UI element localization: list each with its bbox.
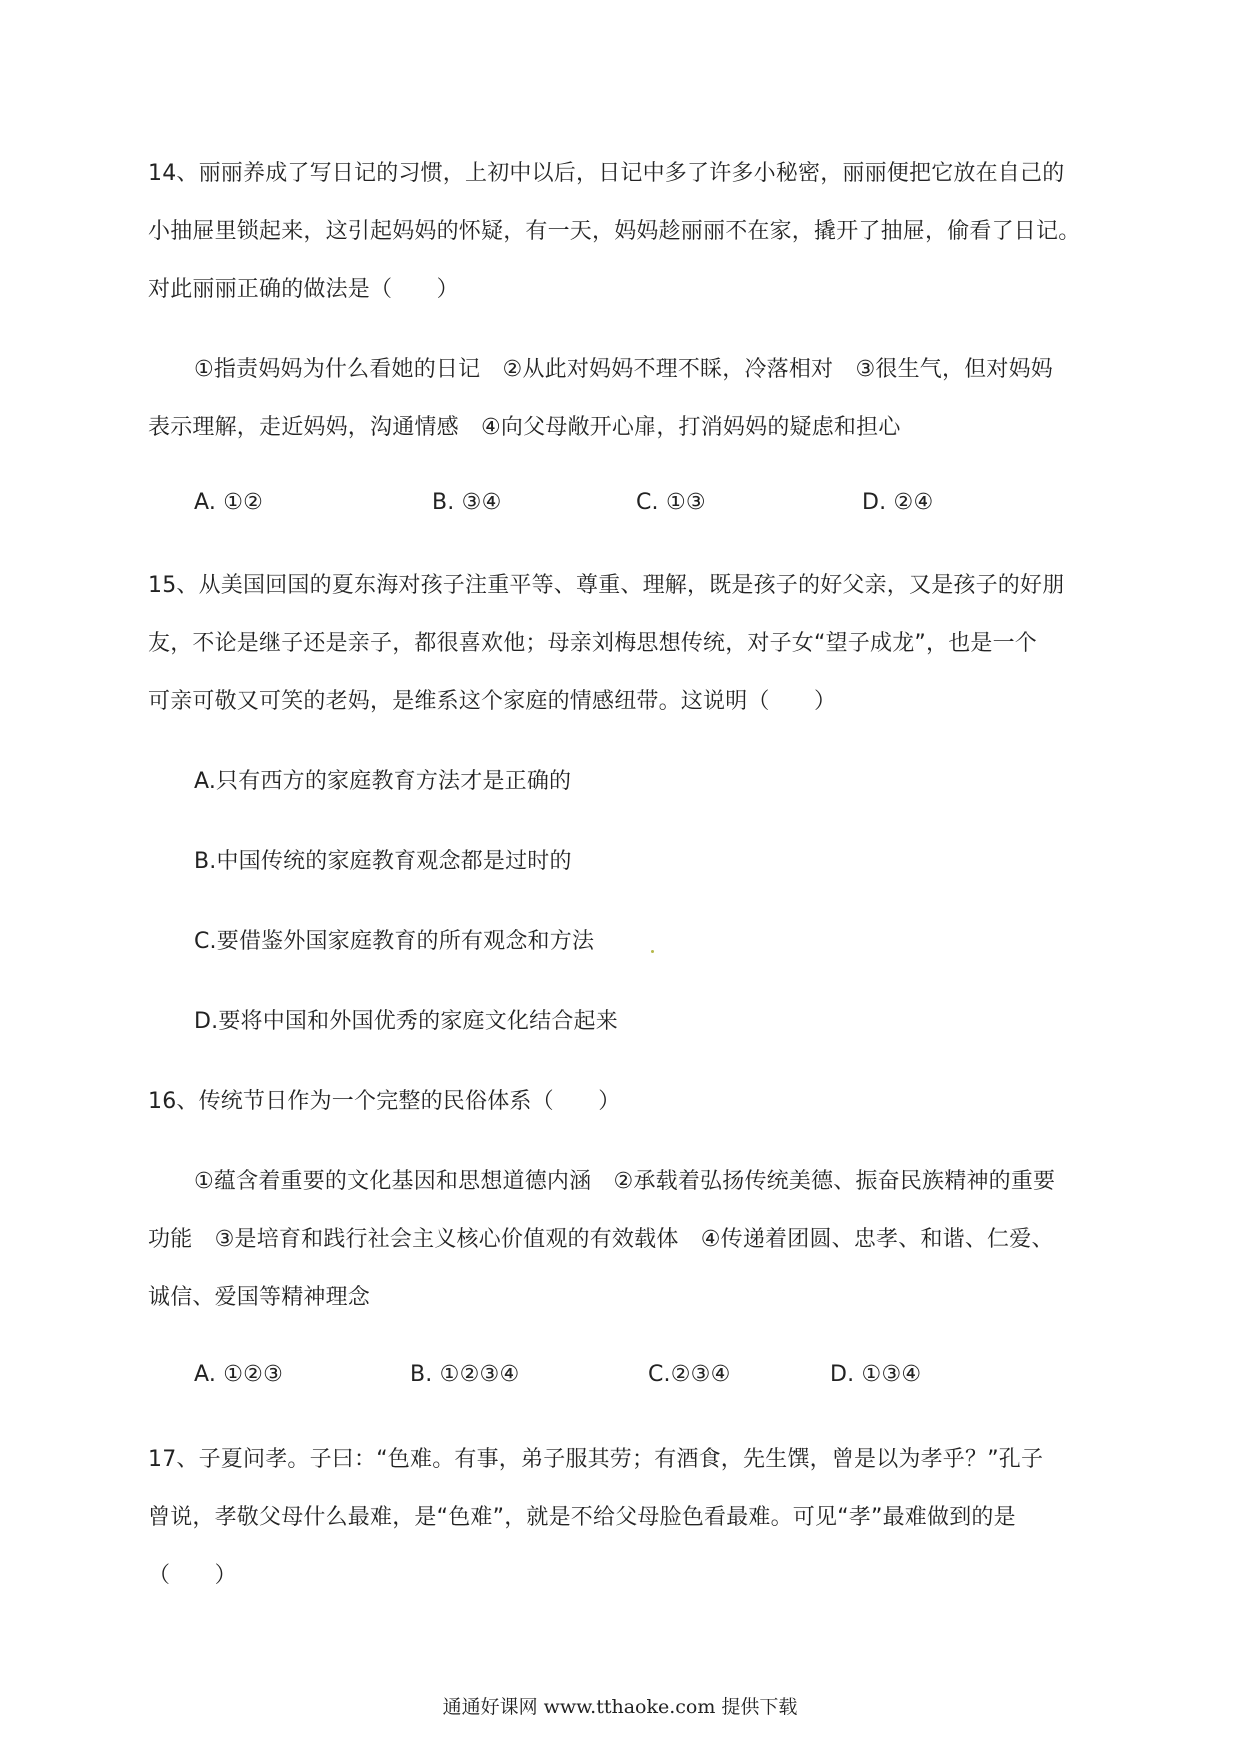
question-17-line: 17、子夏问孝。子曰：“色难。有事，弟子服其劳；有酒食，先生馔，曾是以为孝乎？”孔子 — [148, 1447, 1044, 1472]
question-16-line: 16、传统节日作为一个完整的民俗体系（ ） — [148, 1089, 621, 1114]
question-16-statements: ①蕴含着重要的文化基因和思想道德内涵 ②承载着弘扬传统美德、振奋民族精神的重要 — [194, 1169, 1056, 1194]
question-16-statements: 功能 ③是培育和践行社会主义核心价值观的有效载体 ④传递着团圆、忠孝、和谐、仁爱、 — [148, 1227, 1054, 1252]
question-14-line: 对此丽丽正确的做法是（ ） — [148, 277, 459, 302]
question-16-statements: 诚信、爱国等精神理念 — [148, 1285, 371, 1310]
option-c: C. ①③ — [636, 490, 706, 515]
option-b: B. ①②③④ — [410, 1362, 520, 1387]
question-15-line: 友，不论是继子还是亲子，都很喜欢他；母亲刘梅思想传统，对子女“望子成龙”，也是一个 — [148, 631, 1037, 656]
page-footer: 通通好课网 www.tthaoke.com 提供下载 — [442, 1696, 798, 1718]
option-a: A. ①②③ — [194, 1362, 284, 1387]
question-14-line: 小抽屉里锁起来，这引起妈妈的怀疑，有一天，妈妈趁丽丽不在家，撬开了抽屉，偷看了日记。 — [148, 219, 1081, 244]
question-14-line: 14、丽丽养成了写日记的习惯，上初中以后，日记中多了许多小秘密，丽丽便把它放在自己的 — [148, 161, 1065, 186]
option-d: D. ①③④ — [830, 1362, 922, 1387]
question-14-statements: ①指责妈妈为什么看她的日记 ②从此对妈妈不理不睬，冷落相对 ③很生气，但对妈妈 — [194, 357, 1053, 382]
option-c: C.②③④ — [648, 1362, 731, 1387]
option-b: B.中国传统的家庭教育观念都是过时的 — [194, 849, 572, 874]
ink-speck — [651, 950, 654, 953]
question-15-line: 可亲可敬又可笑的老妈，是维系这个家庭的情感纽带。这说明（ ） — [148, 689, 837, 714]
question-14-statements: 表示理解，走近妈妈，沟通情感 ④向父母敞开心扉，打消妈妈的疑虑和担心 — [148, 415, 901, 440]
option-a: A. ①② — [194, 490, 264, 515]
question-15-line: 15、从美国回国的夏东海对孩子注重平等、尊重、理解，既是孩子的好父亲，又是孩子的好朋 — [148, 573, 1065, 598]
question-17-line: 曾说，孝敬父母什么最难，是“色难”，就是不给父母脸色看最难。可见“孝”最难做到的是 — [148, 1505, 1016, 1530]
option-a: A.只有西方的家庭教育方法才是正确的 — [194, 769, 572, 794]
option-d: D.要将中国和外国优秀的家庭文化结合起来 — [194, 1009, 618, 1034]
option-d: D. ②④ — [862, 490, 934, 515]
option-b: B. ③④ — [432, 490, 502, 515]
option-c: C.要借鉴外国家庭教育的所有观念和方法 — [194, 929, 595, 954]
question-17-line: （ ） — [148, 1563, 237, 1588]
